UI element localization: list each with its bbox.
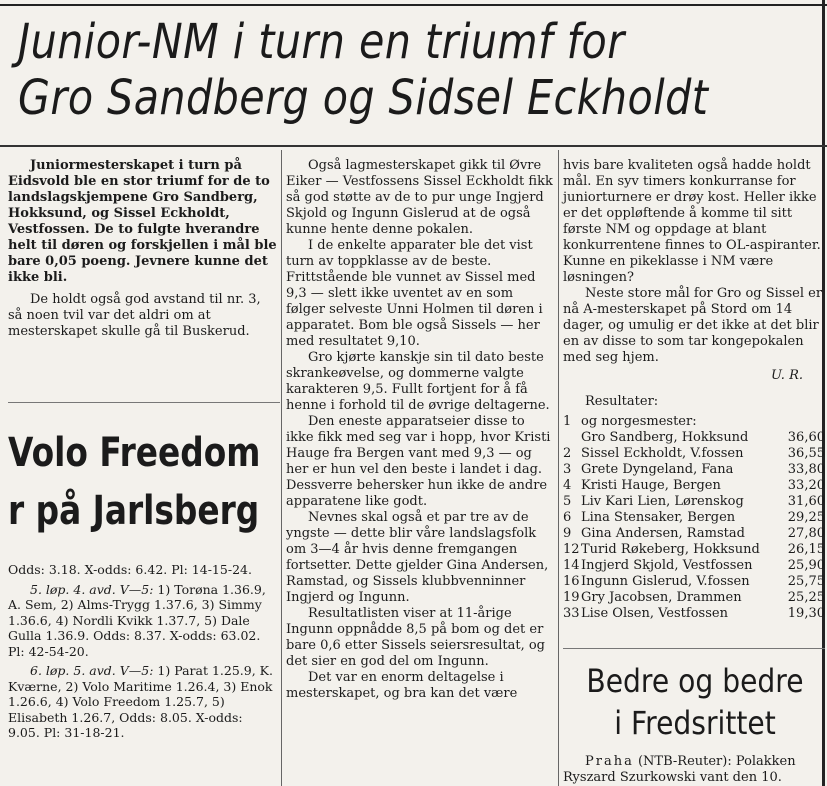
results-row <box>563 590 825 606</box>
result-rank: 1 <box>563 414 572 429</box>
result-score: 19,30 <box>787 606 825 621</box>
result-score: 27,80 <box>787 526 825 541</box>
result-rank: 6 <box>563 510 572 525</box>
article-column-1 <box>8 158 278 340</box>
headline-line-1: Junior-NM i turn en triumf for <box>18 14 625 70</box>
race-5 <box>8 582 278 660</box>
article-paragraph: Den eneste apparatseier disse to ikke fikk med seg var i hopp, hvor Kristi Hauge fra Bergen vant med 9,3 — og her er hun vel den beste i landet i dag. Dessverre behersker hun ikke de andre apparatene like godt. <box>286 414 551 509</box>
result-rank: 19 <box>563 590 580 605</box>
results-table <box>563 414 825 622</box>
article-paragraph: Gro kjørte kanskje sin til dato beste skrankeøvelse, og dommerne valgte karakteren 9,5. Fullt fortjent for å få henne i forhold til de øvrige deltagerne. <box>286 350 550 413</box>
result-name: Grete Dyngeland, Fana <box>581 462 734 477</box>
article-paragraph: Det var en enorm deltagelse i mesterskapet, og bra kan det være <box>286 670 518 701</box>
results-row <box>563 462 825 478</box>
volo-headline <box>8 424 261 540</box>
result-rank: 33 <box>563 606 580 621</box>
result-name: Ingjerd Skjold, Vestfossen <box>581 558 753 573</box>
result-rank <box>563 430 581 446</box>
race-6 <box>8 663 278 741</box>
result-name: Lina Stensaker, Bergen <box>581 510 736 525</box>
result-name: Ingunn Gislerud, V.fossen <box>581 574 750 589</box>
result-score: 25,75 <box>787 574 825 589</box>
race-odds: Odds: 3.18. X-odds: 6.42. Pl: 14-15-24. <box>8 562 252 577</box>
result-name: Gro Sandberg, Hokksund <box>581 430 749 445</box>
volo-headline-line-1: Volo Freedom <box>8 430 261 476</box>
column-divider <box>558 150 559 786</box>
race-5-text: 1) Torøna 1.36.9, A. Sem, 2) Alms-Trygg 1.37.6, 3) Simmy 1.36.6, 4) Nordli Kvikk 1.37.7, 5) Dale Gulla 1.36.9. Odds: 8.37. X-odds: 63.02. Pl: 42-54-20. <box>8 581 266 659</box>
result-score <box>783 414 825 430</box>
fredsrittet-article <box>563 754 825 786</box>
result-rank: 16 <box>563 574 580 589</box>
race-5-label: 5. løp. 4. avd. V—5: <box>30 581 154 597</box>
fredsrittet-headline <box>581 660 808 744</box>
race-6-label: 6. løp. 5. avd. V—5: <box>30 663 154 678</box>
result-score: 33,80 <box>787 462 825 477</box>
result-score: 26,15 <box>787 542 825 557</box>
result-score: 25,90 <box>787 558 825 573</box>
result-rank: 14 <box>563 558 580 573</box>
article-paragraph: Resultatlisten viser at 11-årige Ingunn oppnådde 8,5 på bom og det er bare 0,6 etter Sissels seiersresultat, og det sier en god del om Ingunn. <box>286 606 545 669</box>
result-name: Lise Olsen, Vestfossen <box>581 606 728 621</box>
section-rule <box>8 402 280 403</box>
fredsrittet-headline-line-2: i Fredsrittet <box>614 704 776 742</box>
results-title: Resultater: <box>585 394 659 409</box>
fredsrittet-headline-line-1: Bedre og bedre <box>586 662 804 700</box>
article-signature: U. R. <box>771 368 803 383</box>
results-row <box>563 606 825 622</box>
article-paragraph: Også lagmesterskapet gikk til Øvre Eiker — Vestfossens Sissel Eckholdt fikk så god støtte av de to pur unge Ingjerd Skjold og Ingunn Gislerud at de også kunne hente denne pokalen. <box>286 158 553 237</box>
article-lead: Juniormesterskapet i turn på Eidsvold ble en stor triumf for de to landslagskjempene Gro Sandberg, Hokksund, og Sissel Eckholdt, Vestfossen. De to fulgte hverandre helt til døren og forskjellen i mål ble bare 0,05 poeng. Jevnere kunne det ikke bli. <box>8 158 277 285</box>
results-row <box>563 478 825 494</box>
results-row <box>563 414 825 430</box>
result-name: Gina Andersen, Ramstad <box>581 526 745 541</box>
results-row <box>563 446 825 462</box>
result-name: Sissel Eckholdt, V.fossen <box>581 446 744 461</box>
headline-line-2: Gro Sandberg og Sidsel Eckholdt <box>18 70 709 126</box>
result-name: Turid Røkeberg, Hokksund <box>581 542 760 557</box>
result-rank: 5 <box>563 494 572 509</box>
result-rank: 2 <box>563 446 572 461</box>
result-name: Gry Jacobsen, Drammen <box>581 590 742 605</box>
article-paragraph: Nevnes skal også et par tre av de yngste — dette blir våre landslagsfolk om 3—4 år hvis denne fremgangen fortsetter. Dette gjelder Gina Andersen, Ramstad, og Sissels klubbvenninner Ingjerd og Ingunn. <box>286 510 549 605</box>
article-paragraph: hvis bare kvaliteten også hadde holdt mål. En syv timers konkurranse for juniorturnere er drøy kost. Heller ikke er det oppløftende å komme til sitt første NM og oppdage at blant konkurrentene finnes to OL-aspiranter. Kunne en pikeklasse i NM være løsningen? <box>563 158 821 285</box>
article-text: (NTB-Reuter): Polakken Ryszard Szurkowski vant den 10. <box>563 754 796 785</box>
results-row <box>563 430 825 446</box>
result-score: 31,60 <box>787 494 825 509</box>
headline-rule <box>0 145 827 147</box>
results-row <box>563 574 825 590</box>
result-name: og norgesmester: <box>581 414 697 429</box>
results-row <box>563 526 825 542</box>
volo-headline-line-2: r på Jarlsberg <box>8 488 260 534</box>
results-row <box>563 542 825 558</box>
article-column-3 <box>563 158 825 622</box>
race-6-text: 1) Parat 1.25.9, K. Kværne, 2) Volo Maritime 1.26.4, 3) Enok 1.26.6, 4) Volo Freedom 1.25.7, 5) Elisabeth 1.26.7, Odds: 8.05. X-odds: 9.05. Pl: 31-18-21. <box>8 663 273 740</box>
results-row <box>563 558 825 574</box>
results-row <box>563 510 825 526</box>
article-paragraph: Neste store mål for Gro og Sissel er nå A-mesterskapet på Stord om 14 dager, og umulig er det ikke at det blir en av disse to som tar kongepokalen med seg hjem. <box>563 286 823 365</box>
result-name: Liv Kari Lien, Lørenskog <box>581 494 744 509</box>
top-rule <box>0 4 827 6</box>
result-name: Kristi Hauge, Bergen <box>581 478 721 493</box>
result-rank: 4 <box>563 478 572 493</box>
race-results <box>8 562 278 745</box>
result-score: 29,25 <box>787 510 825 525</box>
result-rank: 9 <box>563 526 572 541</box>
result-score: 33,20 <box>787 478 825 493</box>
article-paragraph: De holdt også god avstand til nr. 3, så noen tvil var det aldri om at mesterskapet skulle gå til Buskerud. <box>8 292 261 339</box>
result-score: 36,55 <box>787 446 825 461</box>
result-rank: 3 <box>563 462 572 477</box>
result-score: 25,25 <box>787 590 825 605</box>
section-rule <box>563 648 825 649</box>
dateline: Praha <box>585 754 634 769</box>
result-rank: 12 <box>563 542 580 557</box>
result-score: 36,60 <box>787 430 825 445</box>
results-row <box>563 494 825 510</box>
column-divider <box>281 150 282 786</box>
article-column-2 <box>286 158 554 702</box>
main-headline <box>18 14 709 126</box>
article-paragraph: I de enkelte apparater ble det vist turn av toppklasse av de beste. Frittstående ble vunnet av Sissel med 9,3 — slett ikke uventet av en som følger selveste Unni Holmen til døren i apparatet. Bom ble også Sissels — her med resultatet 9,10. <box>286 238 543 349</box>
